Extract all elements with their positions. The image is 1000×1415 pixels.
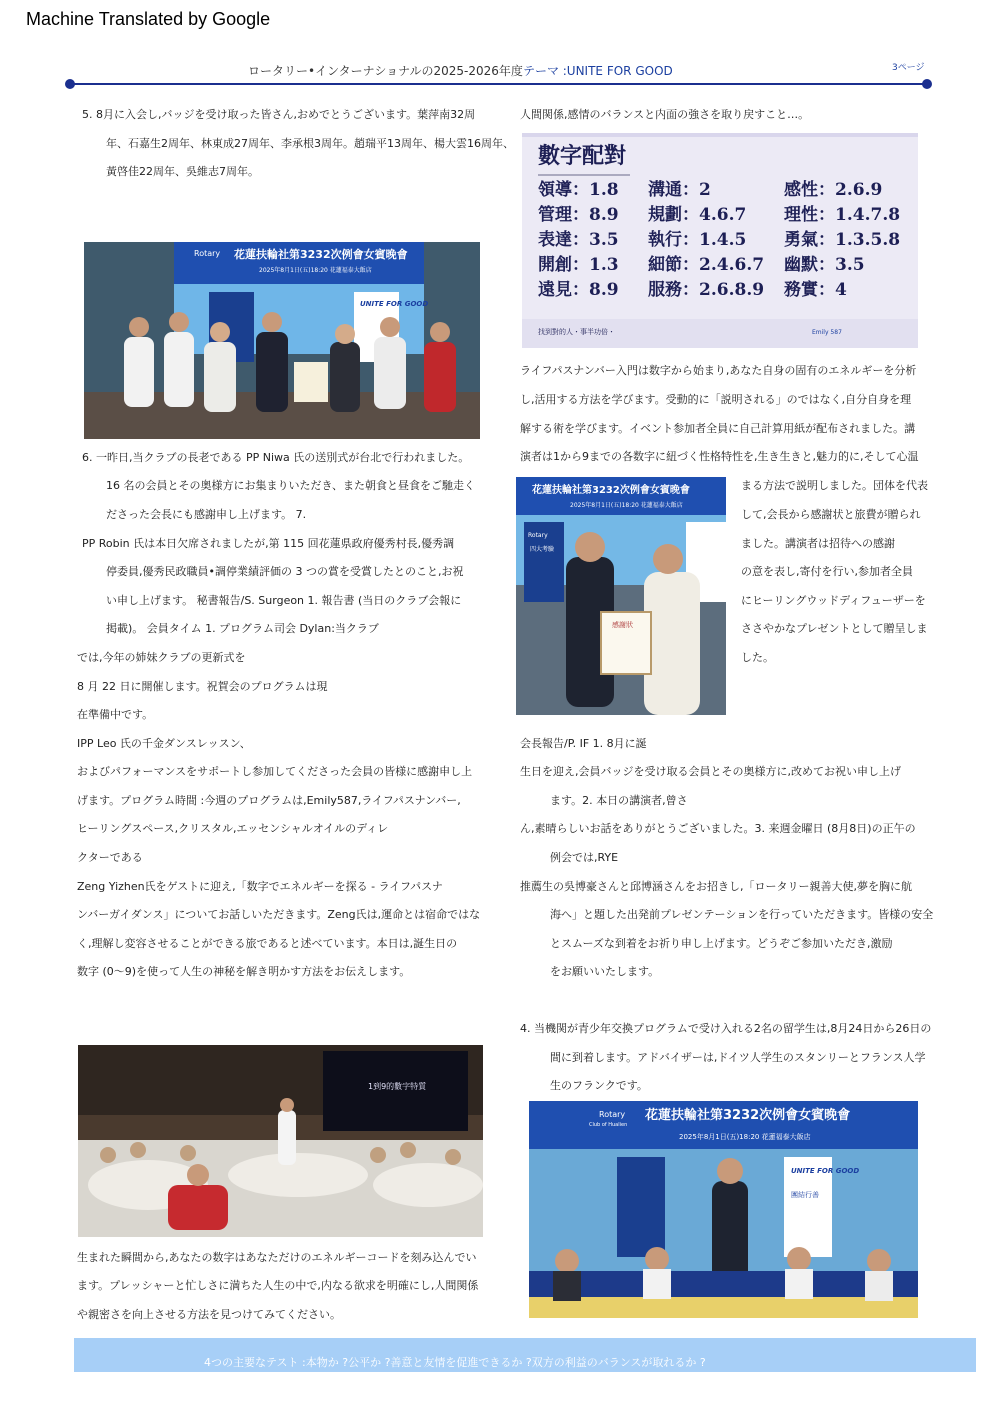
item6-line19: 数字 (0〜9)を使って人生の神秘を解き明かす方法をお伝えします。 (77, 965, 411, 978)
item6-line12: およびパフォーマンスをサポートし参加してくださった会員の皆様に感謝申し上 (77, 765, 473, 778)
photo2-flag-cn: 四大考驗 (530, 546, 555, 553)
lifepath-line1: ライフパスナンバー入門は数字から始まり,あなた自身の固有のエネルギーを分析 (520, 364, 917, 377)
beside-photo-line7: した。 (741, 651, 774, 664)
item4-line3: 生のフランクです。 (550, 1079, 648, 1092)
photo1-rotary: Rotary (194, 249, 221, 258)
pairing-cell: 服務：2.6.8.9 (648, 280, 765, 300)
emily-logo: Emily 587 (812, 329, 842, 336)
photo3-club: Club of Hualien (589, 1122, 628, 1128)
beside-photo-line4: の意を表し,寄付を行い,参加者全員 (741, 565, 913, 578)
president-line8: とスムーズな到着をお祈り申し上げます。どうぞご参加いただき,激励 (550, 937, 893, 950)
pairing-cell: 務實：4 (784, 280, 847, 300)
lifepath-line2: し,活用する方法を学びます。受動的に「説明される」のではなく,自分自身を理 (520, 393, 912, 406)
pairing-title: 數字配對 (538, 143, 627, 169)
item6-line2: 16 名の会員とその奥様方にお集まりいただき、また朝食と昼食をご馳走く (106, 479, 476, 492)
item6-line4: PP Robin 氏は本日欠席されましたが,第 115 回花蓮県政府優秀村長,優秀調 (82, 537, 455, 550)
item5-line1: 5. 8月に入会し,バッジを受け取った皆さん,おめでとうございます。葉萍南32周 (82, 108, 476, 121)
item6-line10: 在準備中です。 (77, 708, 154, 721)
item5-line2: 年、石嘉生2周年、林東成27周年、李承根3周年。趙瑞平13周年、楊大雲16周年、 (106, 137, 514, 150)
pairing-cell: 細節：2.4.6.7 (648, 255, 765, 275)
pairing-cell: 遠見：8.9 (538, 280, 619, 300)
president-line3: ます。2. 本日の講演者,曾さ (550, 794, 688, 807)
photo3-banner-sub: 2025年8月1日(五)18:20 花蓮福泰大飯店 (679, 1133, 811, 1141)
woman-in-white (644, 572, 700, 715)
item6-line17: ンバーガイダンス」についてお話しいただきます。Zeng氏は,運命とは宿命ではな (77, 908, 481, 921)
header-theme: テーマ :UNITE FOR GOOD (522, 64, 673, 78)
pairing-cell: 溝通：2 (648, 180, 711, 200)
pairing-footer-note: 找到對的人・事半功倍・ (538, 328, 615, 336)
pairing-cell: 執行：1.4.5 (648, 230, 747, 250)
projection-screen (323, 1051, 468, 1131)
beside-photo-line6: ささやかなプレゼントとして贈呈しま (741, 622, 928, 635)
item5-line3: 黃啓佳22周年、吳維志7周年。 (106, 165, 259, 178)
item6-line11: IPP Leo 氏の千金ダンスレッスン、 (77, 737, 251, 750)
item6-line13: げます。プログラム時間 :今週のプログラムは,Emily587,ライフパスナンバー, (77, 794, 461, 807)
header-rule (70, 83, 928, 85)
pairing-cell: 表達：3.5 (538, 230, 619, 250)
pairing-cell: 管理：8.9 (538, 205, 619, 225)
photo3-unite-cn: 團結行善 (791, 1191, 819, 1199)
pairing-cell: 幽默：3.5 (784, 255, 865, 275)
photo1-unite: UNITE FOR GOOD (360, 300, 429, 308)
president-line4: ん,素晴らしいお話をありがとうございました。3. 来週金曜日 (8月8日)の正午の (520, 822, 916, 835)
president-line7: 海へ」と題した出発前プレゼンテーションを行っていただきます。皆様の安全 (550, 908, 934, 921)
photo3-banner-title: 花蓮扶輪社第3232次例會女賓晚會 (645, 1108, 851, 1123)
pairing-cell: 勇氣：1.3.5.8 (784, 230, 901, 250)
item6-line18: く,理解し変容させることができる旅であると述べています。本日は,誕生日の (77, 937, 458, 950)
item4-line1: 4. 当機関が青少年交換プログラムで受け入れる2名の留学生は,8月24日から26日の (520, 1022, 932, 1035)
item6-line7: 掲載)。 会員タイム 1. プログラム司会 Dylan:当クラブ (106, 622, 379, 635)
woman-in-red (168, 1185, 228, 1230)
pairing-cell: 理性：1.4.7.8 (784, 205, 901, 225)
president-line5: 例会では,RYE (550, 851, 619, 864)
lifepath-line3: 解する術を学びます。イベント参加者全員に自己計算用紙が配布されました。講 (520, 422, 916, 435)
header-title (248, 62, 673, 79)
pairing-cell: 規劃：4.6.7 (648, 205, 747, 225)
photo3-unite: UNITE FOR GOOD (791, 1167, 860, 1175)
screen-text: 1到9的數字特質 (368, 1082, 427, 1091)
beside-photo-line1: まる方法で説明しました。団体を代表 (741, 479, 928, 492)
header-title-prefix: ロータリー•インターナショナルの2025-2026年度 (248, 64, 523, 78)
item6-line1: 6. 一昨日,当クラブの長老である PP Niwa 氏の送別式が台北で行われました。 (82, 451, 470, 464)
president-line1: 会長報告/P. IF 1. 8月に誕 (520, 737, 647, 750)
pairing-cell: 領導：1.8 (538, 180, 619, 200)
photo1-banner-title: 花蓮扶輪社第3232次例會女賓晚會 (234, 248, 408, 261)
page-number: 3ページ (892, 63, 925, 73)
item6-line8: では,今年の姉妹クラブの更新式を (77, 651, 246, 664)
banquet-hall-photo (78, 1045, 483, 1237)
header-rule-dot-left (65, 79, 75, 89)
cake (294, 362, 328, 402)
header-rule-dot-right (922, 79, 932, 89)
machine-translation-banner: Machine Translated by Google (26, 9, 271, 29)
bottom-left-line2: ます。プレッシャーと忙しさに満ちた人生の中で,内なる欲求を明確にし,人間関係 (77, 1279, 479, 1292)
speaker (278, 1110, 296, 1165)
photo2-banner-title: 花蓮扶輪社第3232次例會女賓晚會 (532, 485, 690, 496)
pairing-cell: 感性：2.6.9 (784, 180, 883, 200)
certificate-photo (516, 477, 726, 715)
bottom-left-line3: や親密さを向上させる方法を見つけてみてください。 (77, 1308, 341, 1321)
number-pairing-image (522, 133, 918, 348)
item6-line6: い申し上げます。 秘書報告/S. Surgeon 1. 報告書 (当日のクラブ会報に (106, 594, 462, 607)
pairing-cell: 開創：1.3 (538, 255, 619, 275)
president-line6: 推薦生の吳博豪さんと邱博涵さんをお招きし,「ロータリー親善大使,夢を胸に航 (520, 880, 912, 893)
photo2-rotary: Rotary (528, 532, 548, 539)
item6-line15: クターである (77, 851, 143, 864)
item6-line14: ヒーリングスペース,クリスタル,エッセンシャルオイルのディレ (77, 822, 389, 835)
lifepath-line4: 演者は1から9までの各数字に紐づく性格特性を,生き生きと,魅力的に,そして心温 (520, 450, 919, 463)
photo1-banner-sub: 2025年8月1日(五)18:20 花蓮福泰大飯店 (259, 267, 372, 274)
right-intro: 人間関係,感情のバランスと内面の強さを取り戻すこと…。 (520, 108, 810, 121)
item6-line5: 停委員,優秀民政職員•調停業績評価の 3 つの賞を受賞したとのこと,お祝 (106, 565, 464, 578)
president-line9: をお願いいたします。 (550, 965, 660, 978)
beside-photo-line5: にヒーリングウッドディフューザーを (741, 594, 926, 607)
four-way-test: 4つの主要なテスト :本物か ?公平か ?善意と友情を促進できるか ?双方の利益のバランスが取れるか ? (204, 1356, 706, 1369)
item6-line16: Zeng Yizhen氏をゲストに迎え,「数字でエネルギーを探る - ライフパスナ (77, 880, 443, 893)
item6-line9: 8 月 22 日に開催します。祝賀会のプログラムは現 (77, 680, 328, 693)
president-line2: 生日を迎え,会員バッジを受け取る会員とその奥様方に,改めてお祝い申し上げ (520, 765, 901, 778)
speaker-photo (529, 1101, 918, 1318)
photo2-banner-sub: 2025年8月1日(五)18:20 花蓮福泰大飯店 (570, 502, 683, 509)
certificate-text: 感謝狀 (612, 621, 633, 629)
beside-photo-line2: して,会長から感謝状と旅費が贈られ (741, 508, 921, 521)
bottom-left-line1: 生まれた瞬間から,あなたの数字はあなただけのエネルギーコードを刻み込んでい (77, 1251, 477, 1264)
item6-line3: ださった会長にも感謝申し上げます。 7. (106, 508, 307, 521)
group-photo (84, 242, 480, 439)
beside-photo-line3: ました。講演者は招待への感謝 (741, 537, 895, 550)
item4-line2: 間に到着します。アドバイザーは,ドイツ人学生のスタンリーとフランス人学 (550, 1051, 926, 1064)
photo3-rotary: Rotary (599, 1110, 626, 1119)
